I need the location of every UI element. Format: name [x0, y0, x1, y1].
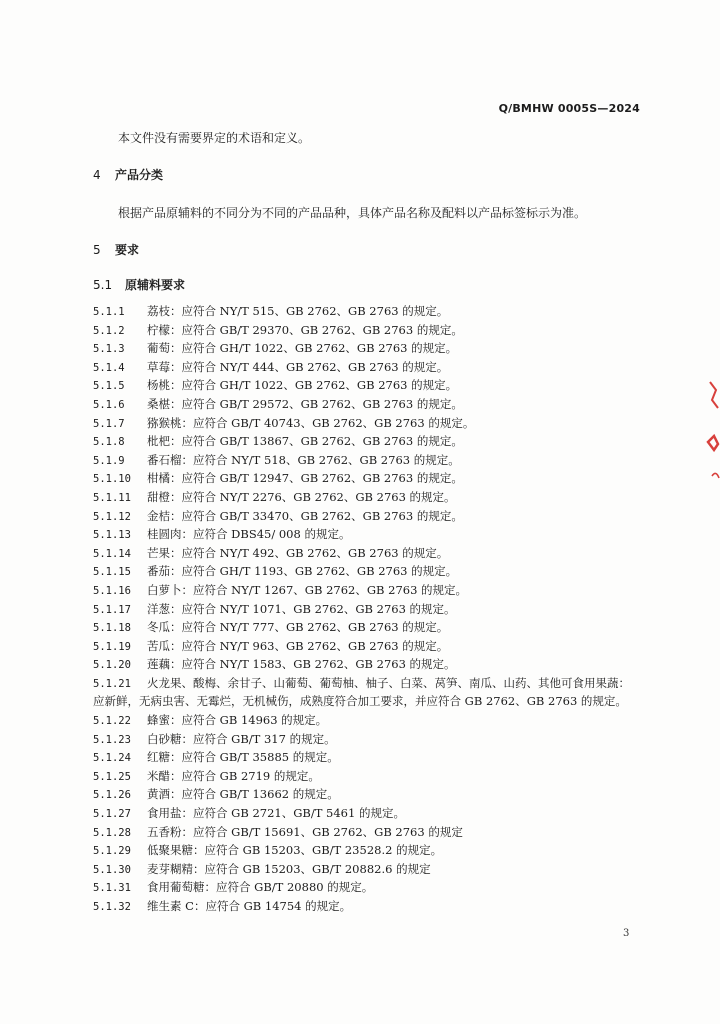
clause-number: 5.1.24 — [93, 752, 131, 765]
section-number: 5 — [93, 243, 101, 257]
requirement-item — [93, 321, 653, 340]
clause-number: 5.1.10 — [93, 473, 131, 486]
clause-number: 5.1.4 — [93, 361, 125, 374]
clause-text: 洋葱：应符合 NY/T 1071、GB 2762、GB 2763 的规定。 — [147, 601, 456, 616]
clause-number: 5.1.27 — [93, 808, 131, 821]
clause-number: 5.1.23 — [93, 733, 131, 746]
clause-number: 5.1.31 — [93, 882, 131, 895]
clause-number: 5.1.18 — [93, 622, 131, 635]
clause-number: 5.1.20 — [93, 659, 131, 672]
clause-text: 五香粉：应符合 GB/T 15691、GB 2762、GB 2763 的规定 — [147, 824, 463, 839]
clause-text: 番茄：应符合 GH/T 1193、GB 2762、GB 2763 的规定。 — [147, 564, 458, 579]
clause-number: 5.1.12 — [93, 510, 131, 523]
requirement-item — [93, 841, 653, 860]
section-title: 要求 — [115, 243, 140, 257]
requirement-item — [93, 804, 653, 823]
clause-number: 5.1.6 — [93, 398, 125, 411]
clause-text: 苦瓜：应符合 NY/T 963、GB 2762、GB 2763 的规定。 — [147, 638, 449, 653]
requirement-item — [93, 581, 653, 600]
intro-paragraph: 本文件没有需要界定的术语和定义。 — [118, 131, 311, 145]
requirement-item — [93, 655, 653, 674]
clause-number: 5.1.5 — [93, 380, 125, 393]
requirement-item — [93, 507, 653, 526]
requirement-item — [93, 339, 653, 358]
section-5-heading — [93, 242, 139, 258]
clause-text: 红糖：应符合 GB/T 35885 的规定。 — [147, 750, 339, 765]
clause-number: 5.1.2 — [93, 324, 125, 337]
clause-number: 5.1.7 — [93, 417, 125, 430]
clause-number: 5.1.32 — [93, 901, 131, 913]
requirement-item — [93, 785, 653, 804]
requirement-item — [93, 692, 653, 711]
requirement-item — [93, 432, 653, 451]
clause-text: 枇杷：应符合 GB/T 13867、GB 2762、GB 2763 的规定。 — [147, 434, 463, 449]
section-5-1-heading — [93, 277, 185, 293]
clause-number: 5.1.25 — [93, 770, 131, 783]
clause-number: 5.1.15 — [93, 566, 131, 579]
clause-number: 5.1.16 — [93, 584, 131, 597]
requirement-item — [93, 562, 653, 581]
section-4-body: 根据产品原辅料的不同分为不同的产品品种，具体产品名称及配料以产品标签标示为准。 — [118, 206, 587, 220]
clause-text: 莲藕：应符合 NY/T 1583、GB 2762、GB 2763 的规定。 — [147, 657, 456, 672]
clause-number: 5.1.3 — [93, 343, 125, 356]
clause-text: 柑橘：应符合 GB/T 12947、GB 2762、GB 2763 的规定。 — [147, 471, 463, 486]
clause-number: 5.1.8 — [93, 436, 125, 449]
section-title: 产品分类 — [115, 168, 164, 182]
clause-text: 荔枝：应符合 NY/T 515、GB 2762、GB 2763 的规定。 — [147, 304, 449, 318]
clause-text: 火龙果、酸梅、余甘子、山葡萄、葡萄柚、柚子、白菜、莴笋、南瓜、山药、其他可食用果蔬： — [147, 675, 630, 690]
requirement-item — [93, 860, 653, 879]
requirement-item — [93, 618, 653, 637]
requirement-item — [93, 711, 653, 730]
clause-text: 维生素 C：应符合 GB 14754 的规定。 — [147, 899, 352, 913]
requirement-item — [93, 878, 653, 897]
clause-text: 蜂蜜：应符合 GB 14963 的规定。 — [147, 713, 328, 728]
requirement-item — [93, 730, 653, 749]
requirement-item — [93, 674, 653, 693]
requirement-item — [93, 358, 653, 377]
section-number: 4 — [93, 168, 101, 182]
section-title: 原辅料要求 — [125, 278, 186, 292]
requirement-item — [93, 637, 653, 656]
clause-text: 杨桃：应符合 GH/T 1022、GB 2762、GB 2763 的规定。 — [147, 378, 458, 393]
requirement-item — [93, 488, 653, 507]
clause-text: 桂圆肉：应符合 DBS45/ 008 的规定。 — [147, 527, 351, 542]
clause-number: 5.1.9 — [93, 454, 125, 467]
page-number: 3 — [623, 928, 630, 939]
section-number: 5.1 — [93, 278, 113, 292]
clause-number: 5.1.13 — [93, 529, 131, 542]
clause-number: 5.1.30 — [93, 863, 131, 876]
clause-text: 白萝卜：应符合 NY/T 1267、GB 2762、GB 2763 的规定。 — [147, 582, 468, 597]
clause-text: 番石榴：应符合 NY/T 518、GB 2762、GB 2763 的规定。 — [147, 452, 460, 467]
clause-text: 桑椹：应符合 GB/T 29572、GB 2762、GB 2763 的规定。 — [147, 396, 463, 411]
clause-text: 甜橙：应符合 NY/T 2276、GB 2762、GB 2763 的规定。 — [147, 489, 456, 504]
clause-text: 芒果：应符合 NY/T 492、GB 2762、GB 2763 的规定。 — [147, 545, 449, 560]
clause-text: 柠檬：应符合 GB/T 29370、GB 2762、GB 2763 的规定。 — [147, 322, 463, 337]
clause-text: 米醋：应符合 GB 2719 的规定。 — [147, 768, 320, 783]
clause-number: 5.1.28 — [93, 826, 131, 839]
clause-text: 低聚果糖：应符合 GB 15203、GB/T 23528.2 的规定。 — [147, 843, 443, 858]
clause-number: 5.1.21 — [93, 677, 131, 690]
seal-fragment — [706, 378, 720, 492]
clause-text: 应新鲜，无病虫害、无霉烂，无机械伤，成熟度符合加工要求，并应符合 GB 2762、GB 2763 的规定。 — [93, 694, 627, 709]
clause-text: 猕猴桃：应符合 GB/T 40743、GB 2762、GB 2763 的规定。 — [147, 415, 475, 430]
requirement-item — [93, 823, 653, 842]
clause-text: 麦芽糊精：应符合 GB 15203、GB/T 20882.6 的规定 — [147, 861, 431, 876]
requirements-list — [93, 302, 653, 916]
requirement-item — [93, 897, 653, 916]
document-code: Q/BMHW 0005S—2024 — [498, 102, 640, 115]
requirement-item — [93, 302, 653, 321]
clause-number: 5.1.26 — [93, 789, 131, 802]
requirement-item — [93, 469, 653, 488]
clause-number: 5.1.19 — [93, 640, 131, 653]
clause-text: 食用葡萄糖：应符合 GB/T 20880 的规定。 — [147, 880, 374, 895]
requirement-item — [93, 544, 653, 563]
requirement-item — [93, 395, 653, 414]
requirement-item — [93, 376, 653, 395]
clause-text: 冬瓜：应符合 NY/T 777、GB 2762、GB 2763 的规定。 — [147, 620, 449, 635]
section-4-heading — [93, 167, 163, 183]
clause-number: 5.1.22 — [93, 715, 131, 728]
requirement-item — [93, 767, 653, 786]
clause-number: 5.1.11 — [93, 491, 131, 504]
requirement-item — [93, 748, 653, 767]
clause-text: 葡萄：应符合 GH/T 1022、GB 2762、GB 2763 的规定。 — [147, 341, 458, 356]
clause-text: 金桔：应符合 GB/T 33470、GB 2762、GB 2763 的规定。 — [147, 508, 463, 523]
clause-text: 食用盐：应符合 GB 2721、GB/T 5461 的规定。 — [147, 806, 405, 821]
requirement-item — [93, 525, 653, 544]
clause-number: 5.1.17 — [93, 603, 131, 616]
clause-text: 黄酒：应符合 GB/T 13662 的规定。 — [147, 787, 339, 802]
clause-number: 5.1.14 — [93, 547, 131, 560]
requirement-item — [93, 414, 653, 433]
clause-text: 白砂糖：应符合 GB/T 317 的规定。 — [147, 731, 336, 746]
requirement-item — [93, 600, 653, 619]
requirement-item — [93, 451, 653, 470]
clause-number: 5.1.29 — [93, 845, 131, 858]
clause-text: 草莓：应符合 NY/T 444、GB 2762、GB 2763 的规定。 — [147, 359, 449, 374]
clause-number: 5.1.1 — [93, 306, 125, 318]
